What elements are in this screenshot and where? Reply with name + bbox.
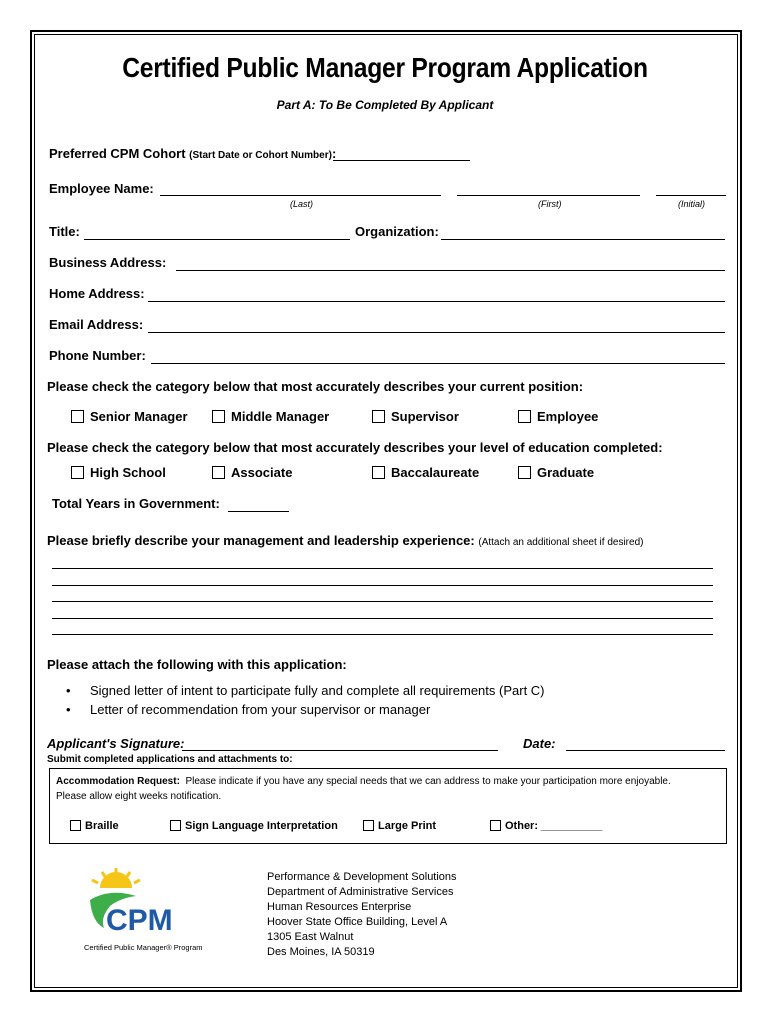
checkbox[interactable] — [518, 410, 531, 423]
initial-caption: (Initial) — [678, 199, 706, 209]
last-name-field[interactable] — [160, 195, 441, 196]
accommodation-text: Accommodation Request: Please indicate if you have any special needs that we can address to make your participation more enjoyable. — [56, 776, 671, 787]
cohort-label — [49, 146, 336, 161]
checkbox[interactable] — [71, 410, 84, 423]
logo-tagline: Certified Public Manager® Program — [84, 943, 203, 952]
email-address-field[interactable] — [148, 332, 725, 333]
education-associate[interactable]: Associate — [212, 465, 292, 480]
page-border-inner — [34, 34, 738, 988]
attachment-item: • Letter of recommendation from your supervisor or manager — [66, 702, 431, 717]
experience-hint: (Attach an additional sheet if desired) — [478, 537, 644, 548]
position-employee[interactable]: Employee — [518, 409, 598, 424]
checkbox[interactable] — [170, 820, 181, 831]
experience-line[interactable] — [52, 634, 713, 635]
address-line: 1305 East Walnut — [267, 931, 354, 943]
phone-number-field[interactable] — [151, 363, 725, 364]
address-line: Performance & Development Solutions — [267, 871, 457, 883]
accommodation-large-print[interactable]: Large Print — [363, 820, 436, 832]
years-label: Total Years in Government: — [52, 496, 220, 511]
checkbox[interactable] — [490, 820, 501, 831]
address-line: Human Resources Enterprise — [267, 901, 412, 913]
cohort-colon: : — [331, 146, 337, 161]
logo-wordmark: CPM — [106, 904, 173, 937]
checkbox[interactable] — [363, 820, 374, 831]
accommodation-sign-language[interactable]: Sign Language Interpretation — [170, 820, 338, 832]
cohort-field[interactable] — [333, 160, 470, 161]
accommodation-text-2: Please allow eight weeks notification. — [56, 791, 222, 802]
home-address-field[interactable] — [148, 301, 725, 302]
experience-line[interactable] — [52, 568, 713, 569]
phone-number-label: Phone Number: — [49, 348, 146, 363]
checkbox[interactable] — [70, 820, 81, 831]
first-name-caption: (First) — [538, 199, 562, 209]
attachment-item: • Signed letter of intent to participate fully and complete all requirements (Part C) — [66, 683, 545, 698]
education-question: Please check the category below that most accurately describes your level of education completed: — [47, 440, 663, 455]
attachments-label: Please attach the following with this application: — [47, 657, 347, 672]
form-title: Certified Public Manager Program Application — [122, 52, 648, 83]
experience-line[interactable] — [52, 618, 713, 619]
signature-label: Applicant's Signature: — [47, 736, 185, 751]
submit-note: Submit completed applications and attachments to: — [47, 754, 293, 765]
accommodation-other[interactable]: Other: __________ — [490, 820, 602, 832]
experience-line[interactable] — [52, 601, 713, 602]
education-baccalaureate[interactable]: Baccalaureate — [372, 465, 479, 480]
title-field[interactable] — [84, 239, 350, 240]
position-senior-manager[interactable]: Senior Manager — [71, 409, 188, 424]
email-address-label: Email Address: — [49, 317, 144, 332]
form-subtitle: Part A: To Be Completed By Applicant — [276, 98, 494, 112]
education-high-school[interactable]: High School — [71, 465, 166, 480]
checkbox[interactable] — [518, 466, 531, 479]
employee-name-label: Employee Name: — [49, 181, 154, 196]
business-address-field[interactable] — [176, 270, 725, 271]
first-name-field[interactable] — [457, 195, 640, 196]
title-label: Title: — [49, 224, 80, 239]
home-address-label: Home Address: — [49, 286, 145, 301]
date-label: Date: — [523, 736, 556, 751]
cohort-label-text: Preferred CPM Cohort — [49, 146, 186, 161]
address-line: Hoover State Office Building, Level A — [267, 916, 448, 928]
address-line: Department of Administrative Services — [267, 886, 454, 898]
initial-field[interactable] — [656, 195, 726, 196]
checkbox[interactable] — [212, 410, 225, 423]
experience-label: Please briefly describe your management and leadership experience: (Attach an additional sheet if desired) — [47, 533, 644, 548]
checkbox[interactable] — [71, 466, 84, 479]
position-middle-manager[interactable]: Middle Manager — [212, 409, 329, 424]
accommodation-braille[interactable]: Braille — [70, 820, 119, 832]
position-supervisor[interactable]: Supervisor — [372, 409, 459, 424]
checkbox[interactable] — [372, 466, 385, 479]
address-line: Des Moines, IA 50319 — [267, 946, 375, 958]
checkbox[interactable] — [212, 466, 225, 479]
sun-icon — [92, 868, 140, 888]
mailing-address — [267, 870, 457, 960]
education-graduate[interactable]: Graduate — [518, 465, 594, 480]
signature-field[interactable] — [182, 750, 498, 751]
date-field[interactable] — [566, 750, 725, 751]
cohort-hint: (Start Date or Cohort Number) — [189, 150, 332, 161]
organization-label: Organization: — [355, 224, 439, 239]
business-address-label: Business Address: — [49, 255, 167, 270]
position-question: Please check the category below that most accurately describes your current position: — [47, 379, 584, 394]
checkbox[interactable] — [372, 410, 385, 423]
years-field[interactable] — [228, 511, 289, 512]
organization-field[interactable] — [441, 239, 725, 240]
last-name-caption: (Last) — [290, 199, 314, 209]
cpm-logo — [80, 866, 210, 956]
experience-line[interactable] — [52, 585, 713, 586]
